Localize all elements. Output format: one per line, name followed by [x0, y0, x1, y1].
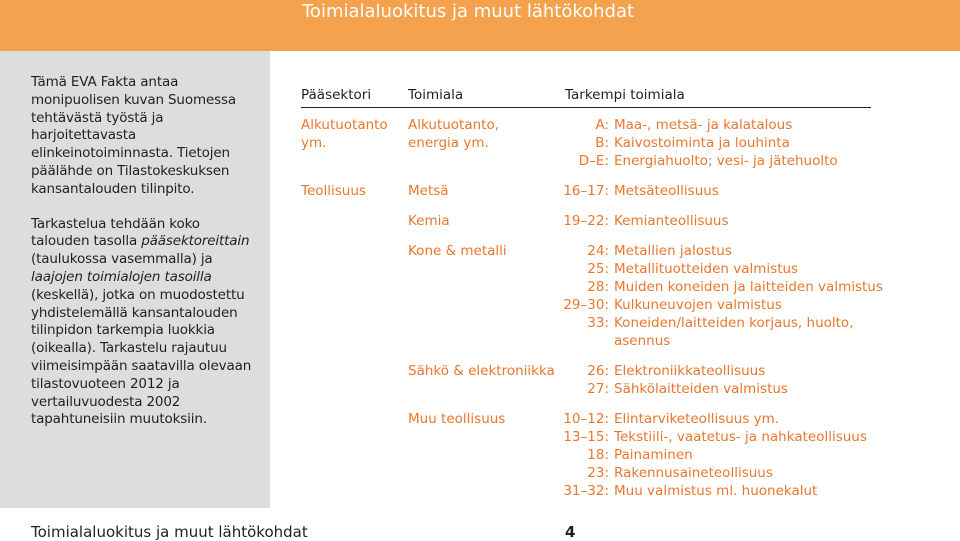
industry-cell: Sähkö & elektroniikka — [408, 363, 555, 379]
industry-cell: Muu teollisuus — [408, 411, 506, 427]
industry-cell: Metsä — [408, 183, 449, 199]
code-cell: 25: — [587, 261, 609, 277]
header-bar — [0, 0, 960, 51]
code-cell: 19–22: — [563, 213, 609, 229]
code-cell: A: — [595, 117, 609, 133]
code-cell: 13–15: — [563, 429, 609, 445]
intro-paragraph-1: Tämä EVA Fakta antaa monipuolisen kuvan Suomessa tehtävästä työstä ja harjoitettavasta elinkeinotoiminnasta. Tietojen päälähde on Tilastokeskuksen kansantalouden tilinpito. — [31, 74, 236, 197]
intro-text — [31, 74, 259, 446]
code-cell: 23: — [587, 465, 609, 481]
detail-cell: Tekstiili-, vaatetus- ja nahkateollisuus — [614, 429, 867, 445]
detail-cell: Elektroniikkateollisuus — [614, 363, 766, 379]
column-header-sector: Pääsektori — [301, 87, 372, 103]
intro-paragraph-2 — [31, 216, 259, 430]
code-cell: 29–30: — [563, 297, 609, 313]
detail-cell: Sähkölaitteiden valmistus — [614, 381, 788, 397]
detail-cell: Metallien jalostus — [614, 243, 732, 259]
intro-p2-part: (taulukossa vasemmalla) ja — [31, 251, 213, 268]
code-cell: 33: — [587, 315, 609, 331]
page-number: 4 — [565, 523, 576, 541]
code-cell: 26: — [587, 363, 609, 379]
detail-cell: asennus — [614, 333, 671, 349]
detail-cell: Koneiden/laitteiden korjaus, huolto, — [614, 315, 854, 331]
sector-cell: ym. — [301, 135, 327, 151]
detail-cell: Kaivostoiminta ja louhinta — [614, 135, 790, 151]
industry-cell: Kone & metalli — [408, 243, 507, 259]
detail-cell: Kemianteollisuus — [614, 213, 729, 229]
code-cell: 31–32: — [563, 483, 609, 499]
detail-cell: Maa-, metsä- ja kalatalous — [614, 117, 793, 133]
column-header-detail: Tarkempi toimiala — [565, 87, 685, 103]
detail-cell: Muiden koneiden ja laitteiden valmistus — [614, 279, 883, 295]
sector-cell: Teollisuus — [301, 183, 366, 199]
code-cell: 24: — [587, 243, 609, 259]
industry-cell: Kemia — [408, 213, 450, 229]
detail-cell: Metallituotteiden valmistus — [614, 261, 799, 277]
code-cell: D–E: — [578, 153, 609, 169]
code-cell: 16–17: — [563, 183, 609, 199]
industry-cell: Alkutuotanto, — [408, 117, 500, 133]
detail-cell: Painaminen — [614, 447, 693, 463]
code-cell: 10–12: — [563, 411, 609, 427]
detail-cell: Muu valmistus ml. huonekalut — [614, 483, 818, 499]
code-cell: 28: — [587, 279, 609, 295]
page-title: Toimialaluokitus ja muut lähtökohdat — [302, 1, 635, 22]
code-cell: B: — [595, 135, 609, 151]
code-cell: 18: — [587, 447, 609, 463]
industry-cell: energia ym. — [408, 135, 489, 151]
intro-p2-emph: laajojen toimialojen tasoilla — [31, 268, 212, 285]
code-cell: 27: — [587, 381, 609, 397]
detail-cell: Kulkuneuvojen valmistus — [614, 297, 782, 313]
detail-cell: Metsäteollisuus — [614, 183, 719, 199]
intro-p2-emph: pääsektoreittain — [141, 233, 250, 250]
column-header-industry: Toimiala — [408, 87, 464, 103]
detail-cell: Elintarviketeollisuus ym. — [614, 411, 780, 427]
detail-cell: Rakennusaineteollisuus — [614, 465, 773, 481]
intro-p2-part: (keskellä), jotka on muodostettu yhdistelemällä kansantalouden tilinpidon tarkempia luokkia (oikealla). Tarkastelu rajautuu viimeisimpään saatavilla olevaan tilastovuoteen 2012 ja vertailuvuodesta 2002 tapahtuneisiin muutoksiin. — [31, 286, 252, 428]
intro-p2-part: Tarkastelua tehdään koko talouden tasolla — [31, 215, 200, 250]
header-divider — [301, 107, 871, 108]
sector-cell: Alkutuotanto — [301, 117, 388, 133]
footer-title: Toimialaluokitus ja muut lähtökohdat — [31, 523, 308, 541]
detail-cell: Energiahuolto; vesi- ja jätehuolto — [614, 153, 838, 169]
